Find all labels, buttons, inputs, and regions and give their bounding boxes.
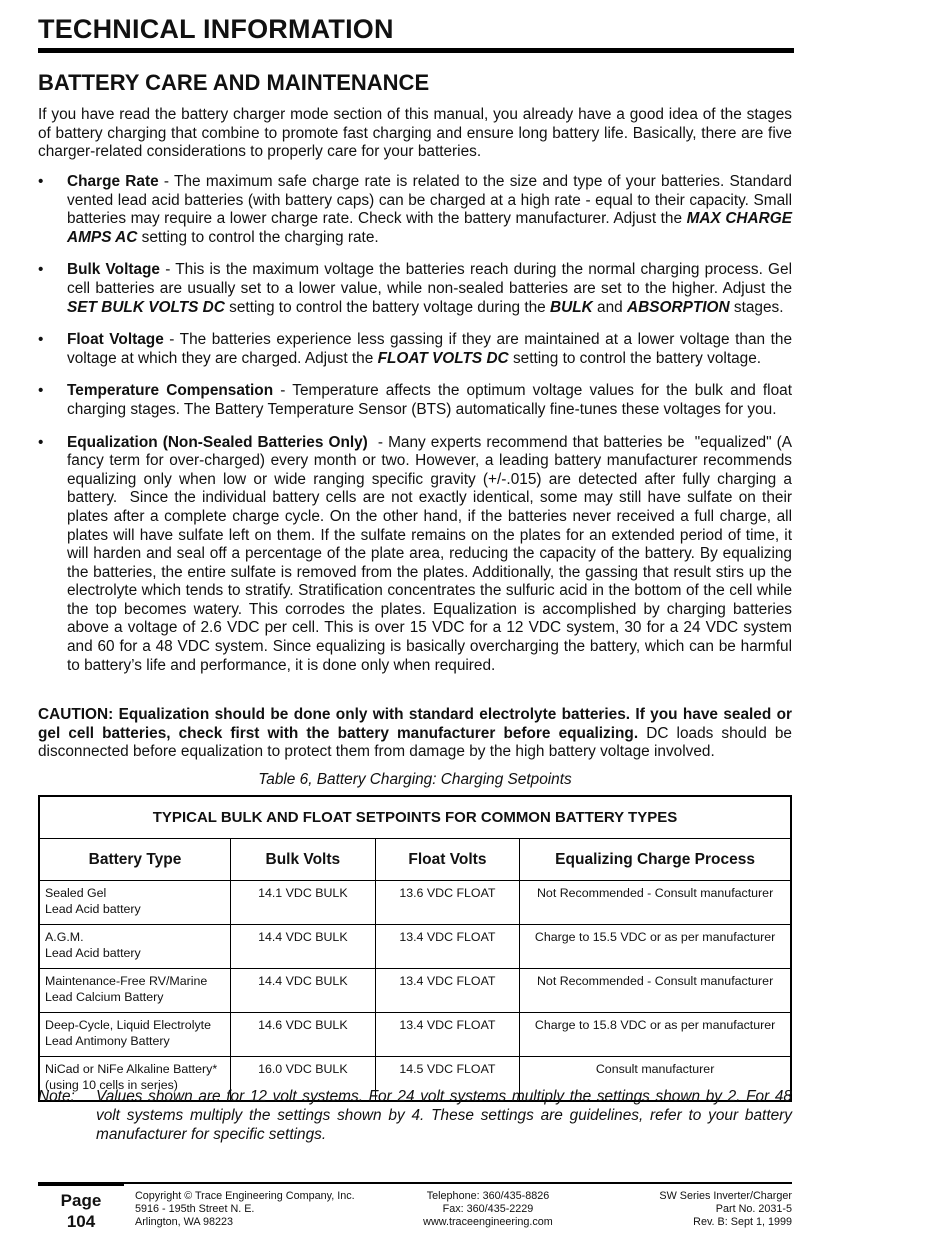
bullet-icon: •: [38, 433, 44, 451]
equalizing-cell: Consult manufacturer: [520, 1057, 791, 1102]
bullet-text: stages.: [729, 298, 784, 316]
battery-subtype: Lead Antimony Battery: [45, 1034, 170, 1048]
float-volts-cell: 13.4 VDC FLOAT: [375, 925, 520, 969]
footer-contact: [388, 1190, 588, 1229]
float-volts-cell: 14.5 VDC FLOAT: [375, 1057, 520, 1102]
bullet-icon: •: [38, 331, 44, 349]
setting-name: MAX CHARGE AMPS AC: [67, 210, 793, 246]
bullet-icon: •: [38, 382, 44, 400]
bulk-volts-cell: 16.0 VDC BULK: [231, 1057, 376, 1102]
bulk-volts-cell: 14.6 VDC BULK: [231, 1013, 376, 1057]
bulk-volts-cell: 14.4 VDC BULK: [231, 969, 376, 1013]
bullet-term: Charge Rate: [67, 173, 159, 190]
footer-website: www.traceengineering.com: [423, 1216, 553, 1228]
battery-type: Deep-Cycle, Liquid Electrolyte: [45, 1018, 211, 1032]
battery-type: Sealed Gel: [45, 886, 107, 900]
footer-part-number: Part No. 2031-5: [715, 1203, 792, 1215]
footer-product-name: SW Series Inverter/Charger: [659, 1190, 792, 1202]
bullet-text: - This is the maximum voltage the batteries reach during the normal charging process. Gel cell batteries are usually set to a lower value, while non-sealed batteries are set to the higher. Adjust the: [67, 261, 792, 297]
footer-revision: Rev. B: Sept 1, 1999: [693, 1216, 792, 1228]
float-volts-cell: 13.4 VDC FLOAT: [375, 969, 520, 1013]
page-label: Page: [60, 1191, 102, 1210]
bullet-list: [38, 173, 797, 689]
section-title: TECHNICAL INFORMATION: [38, 14, 394, 44]
bullet-icon: •: [38, 173, 44, 190]
battery-type-cell: [39, 969, 231, 1013]
page-subtitle: BATTERY CARE AND MAINTENANCE: [38, 70, 430, 95]
bullet-term: Temperature Compensation: [67, 382, 274, 400]
bulk-volts-cell: 14.1 VDC BULK: [231, 881, 376, 925]
battery-subtype: Lead Acid battery: [45, 946, 141, 960]
footer-company: [135, 1190, 355, 1229]
equalizing-cell: Charge to 15.5 VDC or as per manufacturer: [520, 925, 791, 969]
battery-type: NiCad or NiFe Alkaline Battery*: [45, 1062, 218, 1076]
caution-paragraph: [38, 706, 792, 762]
battery-subtype: Lead Acid battery: [45, 902, 141, 916]
title-rule: [38, 48, 794, 53]
stage-name: BULK: [550, 298, 593, 316]
battery-type-cell: [39, 925, 231, 969]
float-volts-cell: 13.4 VDC FLOAT: [375, 1013, 520, 1057]
table-caption: Table 6, Battery Charging: Charging Setpoints: [258, 771, 572, 788]
setting-name: SET BULK VOLTS DC: [67, 298, 225, 316]
bullet-text: - Temperature affects the optimum voltage values for the bulk and float charging stages. The Battery Temperature Sensor (BTS) automatically fine-tunes these voltages for you.: [67, 382, 792, 418]
footer-fax: Fax: 360/435-2229: [442, 1203, 534, 1215]
column-header: Equalizing Charge Process: [520, 839, 791, 881]
column-header: Float Volts: [375, 839, 520, 881]
page-number-block: [38, 1190, 124, 1232]
table-row: [39, 969, 791, 1013]
intro-paragraph: If you have read the battery charger mode section of this manual, you already have a good idea of the stages of battery charging that combine to promote fast charging and ensure long battery life. Basically, there are five charger-related considerations to properly care for your batteries.: [38, 106, 792, 161]
bullet-term: Equalization (Non-Sealed Batteries Only): [67, 433, 368, 451]
footer-rule: [38, 1182, 792, 1184]
footer-address-line2: Arlington, WA 98223: [135, 1216, 234, 1228]
note-label: Note:: [38, 1088, 75, 1105]
footer-address-line1: 5916 - 195th Street N. E.: [135, 1203, 255, 1215]
bullet-bulk-voltage: [38, 261, 792, 317]
column-header: Bulk Volts: [231, 839, 376, 881]
bullet-text: - Many experts recommend that batteries be "equalized" (A fancy term for over-charged) every month or two. However, a leading battery manufacturer recommends equalizing only when low or wide ranging specific gravity (+/-.015) are detected after fully charging a battery. Since the individual battery cells are not exactly identical, some may still have sulfate on their plates after a complete charge cycle. On the other hand, if the batteries never received a full charge, all plates will have sulfate left on them. If the sulfate remains on the plates for an extended period of time, it will harden and seal off a percentage of the plate area, reducing the capacity of the battery. By equalizing the batteries, the entire sulfate is removed from the plates. Additionally, the gassing that result stirs up the electrolyte which tends to stratify. Stratification concentrates the sulfuric acid in the bottom of the cell while the top becomes watery. This corrodes the plates. Equalization is accomplished by charging batteries above a voltage of 2.6 VDC per cell. This is over 15 VDC for a 12 VDC system, 30 for a 24 VDC system and 60 for a 48 VDC system. Since equalizing is basically overcharging the battery, which can be harmful to battery’s life and performance, it is done only when required.: [67, 433, 797, 674]
battery-type-cell: [39, 1013, 231, 1057]
caution-bold-text: CAUTION: Equalization should be done only with standard electrolyte batteries. If you have sealed or gel cell batteries, check first with the battery manufacturer before equalizing.: [38, 706, 792, 742]
battery-type: Maintenance-Free RV/Marine: [45, 974, 208, 988]
bullet-text: - The batteries experience less gassing if they are maintained at a lower voltage than the voltage at which they are charged. Adjust the: [67, 331, 792, 367]
battery-type-cell: [39, 881, 231, 925]
table-note: [38, 1087, 792, 1144]
table-title: TYPICAL BULK AND FLOAT SETPOINTS FOR COMMON BATTERY TYPES: [39, 796, 791, 839]
float-volts-cell: 13.6 VDC FLOAT: [375, 881, 520, 925]
setpoints-table: [38, 795, 792, 1102]
bulk-volts-cell: 14.4 VDC BULK: [231, 925, 376, 969]
stage-name: ABSORPTION: [627, 298, 730, 316]
footer-product: [659, 1190, 792, 1229]
page-number: 104: [66, 1212, 96, 1231]
equalizing-cell: Not Recommended - Consult manufacturer: [520, 881, 791, 925]
bullet-charge-rate: [38, 173, 792, 247]
footer-rule-accent: [38, 1182, 124, 1186]
bullet-term: Bulk Voltage: [67, 261, 160, 279]
caution-text: DC loads should be disconnected before equalization to protect them from damage by the high battery voltage involved.: [38, 724, 792, 761]
bullet-text: and: [592, 298, 628, 316]
bullet-text: setting to control the charging rate.: [137, 228, 379, 246]
bullet-text: setting to control the battery voltage.: [508, 349, 762, 367]
column-header: Battery Type: [39, 839, 231, 881]
battery-subtype: (using 10 cells in series): [45, 1078, 178, 1092]
bullet-term: Float Voltage: [67, 331, 164, 349]
bullet-icon: •: [38, 261, 44, 279]
bullet-equalization: [38, 433, 797, 676]
table-row: [39, 881, 791, 925]
setting-name: FLOAT VOLTS DC: [377, 349, 509, 367]
footer-copyright: Copyright © Trace Engineering Company, Inc.: [135, 1190, 355, 1202]
table-row: [39, 1013, 791, 1057]
bullet-temperature-compensation: [38, 382, 792, 419]
bullet-text: setting to control the battery voltage during the: [224, 298, 551, 316]
footer-telephone: Telephone: 360/435-8826: [426, 1190, 550, 1202]
bullet-text: - The maximum safe charge rate is related to the size and type of your batteries. Standard vented lead acid batteries (with battery caps) can be charged at a high rate - equal to their capacity. Small batteries may require a lower charge rate. Check with the battery manufacturer. Adjust the: [67, 173, 792, 228]
note-text: Values shown are for 12 volt systems. For 24 volt systems multiply the settings shown by 2. For 48 volt systems multiply the settings shown by 4. These settings are guidelines, refer to your battery manufacturer for specific settings.: [96, 1088, 792, 1143]
battery-subtype: Lead Calcium Battery: [45, 990, 164, 1004]
table-row: [39, 925, 791, 969]
battery-type: A.G.M.: [45, 930, 84, 944]
bullet-float-voltage: [38, 331, 792, 368]
equalizing-cell: Not Recommended - Consult manufacturer: [520, 969, 791, 1013]
equalizing-cell: Charge to 15.8 VDC or as per manufacturer: [520, 1013, 791, 1057]
